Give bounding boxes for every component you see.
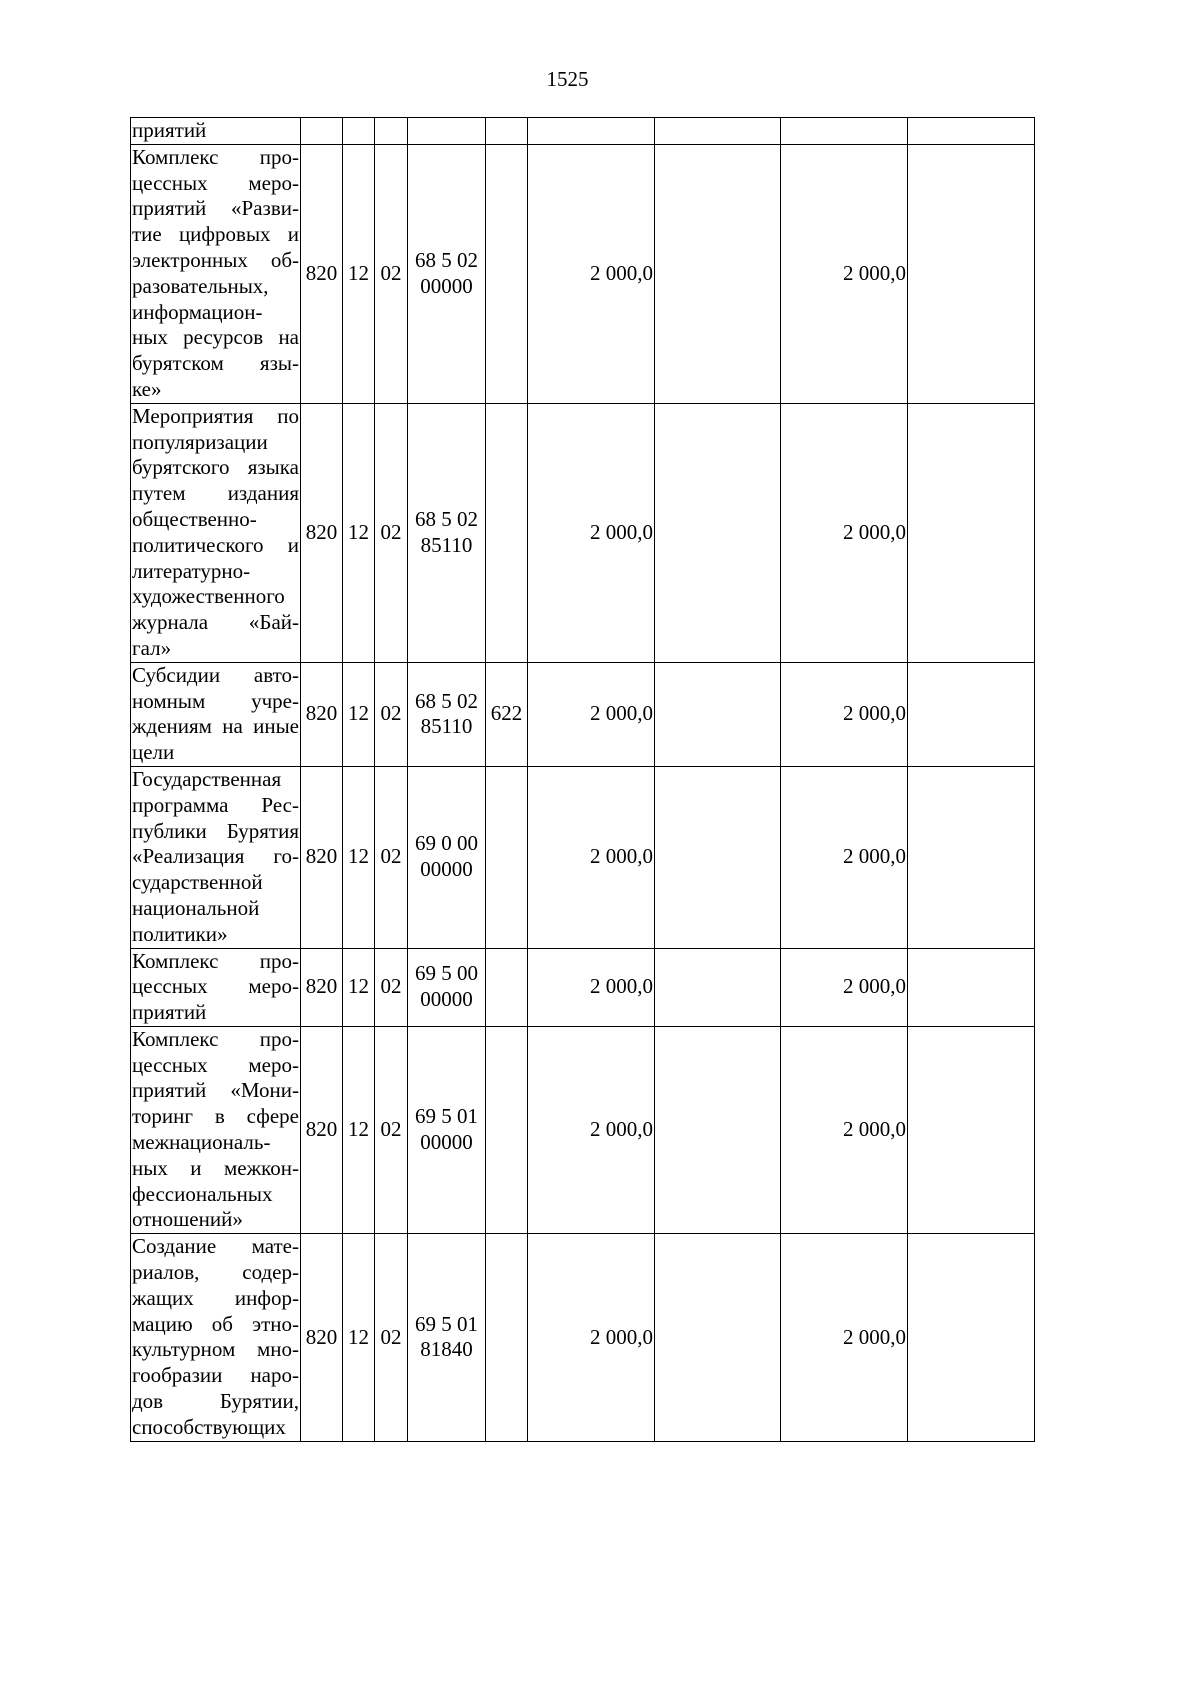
vr-code-cell xyxy=(486,1026,528,1233)
csr-code-line: 00000 xyxy=(420,273,473,298)
row-name-line: фессиональных xyxy=(132,1181,273,1206)
amount-cell-3: 2 000,0 xyxy=(781,766,908,948)
row-name-line: Комплекс про- xyxy=(132,948,299,973)
csr-code-cell xyxy=(408,403,486,662)
pr-code-cell: 02 xyxy=(375,144,408,403)
row-name-line: политики» xyxy=(132,921,228,946)
amount-cell-3: 2 000,0 xyxy=(781,1234,908,1441)
table-row xyxy=(131,403,1035,662)
row-name-line: дов Бурятии, xyxy=(132,1389,299,1414)
csr-code-cell xyxy=(408,144,486,403)
vr-code-cell: 622 xyxy=(486,662,528,766)
row-name-line: торинг в сфере xyxy=(132,1104,299,1129)
row-name-line: номным учре- xyxy=(132,688,299,713)
amount-cell-4 xyxy=(908,948,1035,1026)
amount-cell-2 xyxy=(655,1026,781,1233)
amount-cell-4 xyxy=(908,1234,1035,1441)
row-name-cell xyxy=(131,1026,301,1233)
table-row xyxy=(131,662,1035,766)
amount-cell-1: 2 000,0 xyxy=(528,1234,655,1441)
vr-code-cell xyxy=(486,118,528,145)
row-name-line: межнациональ- xyxy=(132,1130,271,1155)
amount-cell-4 xyxy=(908,662,1035,766)
row-name-line: тие цифровых и xyxy=(132,222,299,247)
row-name-cell xyxy=(131,1234,301,1441)
csr-code-line: 69 5 01 xyxy=(415,1311,478,1336)
row-name-cell xyxy=(131,144,301,403)
row-name-line: приятий xyxy=(132,1000,207,1025)
table-row xyxy=(131,118,1035,145)
row-name-line: способствующих xyxy=(132,1414,286,1439)
amount-cell-2 xyxy=(655,144,781,403)
amount-cell-1: 2 000,0 xyxy=(528,948,655,1026)
amount-cell-3: 2 000,0 xyxy=(781,948,908,1026)
vr-code-cell xyxy=(486,144,528,403)
pr-code-cell xyxy=(375,118,408,145)
row-name-line: приятий «Мони- xyxy=(132,1078,299,1103)
row-name-cell xyxy=(131,948,301,1026)
row-name-line: бурятского языка xyxy=(132,455,299,480)
row-name-line: жащих инфор- xyxy=(132,1285,299,1310)
amount-cell-3: 2 000,0 xyxy=(781,403,908,662)
table-row xyxy=(131,1234,1035,1441)
rz-code-cell: 12 xyxy=(343,403,375,662)
csr-code-line: 00000 xyxy=(420,857,473,882)
rz-code-cell xyxy=(343,118,375,145)
amount-cell-4 xyxy=(908,1026,1035,1233)
row-name-cell xyxy=(131,662,301,766)
row-name-line: Государственная xyxy=(132,766,282,791)
csr-code-line: 68 5 02 xyxy=(415,688,478,713)
row-name-line: журнала «Бай- xyxy=(132,610,299,635)
amount-cell-4 xyxy=(908,118,1035,145)
row-name-line: публики Бурятия xyxy=(132,818,299,843)
table-row xyxy=(131,766,1035,948)
row-name-line: приятий xyxy=(132,118,207,142)
gr-code-cell xyxy=(301,118,343,145)
row-name-line: приятий «Разви- xyxy=(132,196,299,221)
csr-code-cell xyxy=(408,1026,486,1233)
row-name-line: цессных меро- xyxy=(132,1052,299,1077)
page-number: 1525 xyxy=(546,67,589,91)
amount-cell-2 xyxy=(655,662,781,766)
row-name-line: сударственной xyxy=(132,870,263,895)
row-name-line: культурном мно- xyxy=(132,1337,299,1362)
row-name-cell xyxy=(131,766,301,948)
row-name-line: программа Рес- xyxy=(132,792,299,817)
row-name-line: общественно- xyxy=(132,506,257,531)
pr-code-cell: 02 xyxy=(375,766,408,948)
row-name-line: Мероприятия по xyxy=(132,403,299,428)
row-name-line: «Реализация го- xyxy=(132,844,299,869)
csr-code-line: 00000 xyxy=(420,1130,473,1155)
pr-code-cell: 02 xyxy=(375,1234,408,1441)
row-name-line: Субсидии авто- xyxy=(132,662,299,687)
amount-cell-3: 2 000,0 xyxy=(781,144,908,403)
amount-cell-3 xyxy=(781,118,908,145)
amount-cell-4 xyxy=(908,766,1035,948)
row-name-line: ке» xyxy=(132,376,162,401)
row-name-line: отношений» xyxy=(132,1207,243,1232)
csr-code-cell xyxy=(408,1234,486,1441)
row-name-line: национальной xyxy=(132,895,260,920)
pr-code-cell: 02 xyxy=(375,403,408,662)
amount-cell-1: 2 000,0 xyxy=(528,144,655,403)
row-name-line: Комплекс про- xyxy=(132,1026,299,1051)
row-name-line: ных ресурсов на xyxy=(132,325,299,350)
amount-cell-1: 2 000,0 xyxy=(528,766,655,948)
row-name-line: цессных меро- xyxy=(132,974,299,999)
row-name-line: Создание мате- xyxy=(132,1234,299,1259)
row-name-line: художественного xyxy=(132,584,285,609)
table-row xyxy=(131,144,1035,403)
csr-code-cell xyxy=(408,662,486,766)
amount-cell-3: 2 000,0 xyxy=(781,1026,908,1233)
amount-cell-4 xyxy=(908,403,1035,662)
gr-code-cell: 820 xyxy=(301,662,343,766)
csr-code-line: 69 5 01 xyxy=(415,1104,478,1129)
table-row xyxy=(131,1026,1035,1233)
amount-cell-1: 2 000,0 xyxy=(528,1026,655,1233)
pr-code-cell: 02 xyxy=(375,662,408,766)
rz-code-cell: 12 xyxy=(343,1234,375,1441)
row-name-cell xyxy=(131,118,301,145)
amount-cell-1 xyxy=(528,118,655,145)
rz-code-cell: 12 xyxy=(343,1026,375,1233)
csr-code-cell xyxy=(408,948,486,1026)
row-name-line: электронных об- xyxy=(132,247,299,272)
csr-code-line: 85110 xyxy=(420,532,473,557)
row-name-cell xyxy=(131,403,301,662)
gr-code-cell: 820 xyxy=(301,766,343,948)
rz-code-cell: 12 xyxy=(343,144,375,403)
row-name-line: Комплекс про- xyxy=(132,144,299,169)
row-name-line: ных и межкон- xyxy=(132,1155,299,1180)
vr-code-cell xyxy=(486,948,528,1026)
amount-cell-2 xyxy=(655,766,781,948)
pr-code-cell: 02 xyxy=(375,1026,408,1233)
csr-code-cell xyxy=(408,118,486,145)
pr-code-cell: 02 xyxy=(375,948,408,1026)
gr-code-cell: 820 xyxy=(301,948,343,1026)
csr-code-line: 68 5 02 xyxy=(415,247,478,272)
gr-code-cell: 820 xyxy=(301,403,343,662)
amount-cell-1: 2 000,0 xyxy=(528,403,655,662)
row-name-line: популяризации xyxy=(132,429,268,454)
csr-code-line: 81840 xyxy=(420,1337,473,1362)
row-name-line: риалов, содер- xyxy=(132,1260,299,1285)
row-name-line: литературно- xyxy=(132,558,251,583)
vr-code-cell xyxy=(486,1234,528,1441)
amount-cell-1: 2 000,0 xyxy=(528,662,655,766)
rz-code-cell: 12 xyxy=(343,766,375,948)
gr-code-cell: 820 xyxy=(301,1026,343,1233)
row-name-line: гообразии наро- xyxy=(132,1363,299,1388)
gr-code-cell: 820 xyxy=(301,1234,343,1441)
vr-code-cell xyxy=(486,766,528,948)
row-name-line: путем издания xyxy=(132,481,299,506)
row-name-line: цессных меро- xyxy=(132,170,299,195)
table-row xyxy=(131,948,1035,1026)
csr-code-line: 85110 xyxy=(420,714,473,739)
row-name-line: политического и xyxy=(132,532,299,557)
csr-code-line: 69 0 00 xyxy=(415,831,478,856)
csr-code-line: 69 5 00 xyxy=(415,961,478,986)
csr-code-line: 00000 xyxy=(420,987,473,1012)
budget-table xyxy=(130,117,1035,1442)
row-name-line: бурятском язы- xyxy=(132,351,299,376)
row-name-line: разовательных, xyxy=(132,273,269,298)
rz-code-cell: 12 xyxy=(343,948,375,1026)
gr-code-cell: 820 xyxy=(301,144,343,403)
amount-cell-4 xyxy=(908,144,1035,403)
csr-code-line: 68 5 02 xyxy=(415,506,478,531)
amount-cell-2 xyxy=(655,118,781,145)
amount-cell-2 xyxy=(655,403,781,662)
amount-cell-2 xyxy=(655,948,781,1026)
csr-code-cell xyxy=(408,766,486,948)
rz-code-cell: 12 xyxy=(343,662,375,766)
row-name-line: ждениям на иные xyxy=(132,714,299,739)
row-name-line: информацион- xyxy=(132,299,263,324)
vr-code-cell xyxy=(486,403,528,662)
row-name-line: цели xyxy=(132,740,175,765)
amount-cell-2 xyxy=(655,1234,781,1441)
row-name-line: гал» xyxy=(132,635,172,660)
row-name-line: мацию об этно- xyxy=(132,1311,299,1336)
amount-cell-3: 2 000,0 xyxy=(781,662,908,766)
